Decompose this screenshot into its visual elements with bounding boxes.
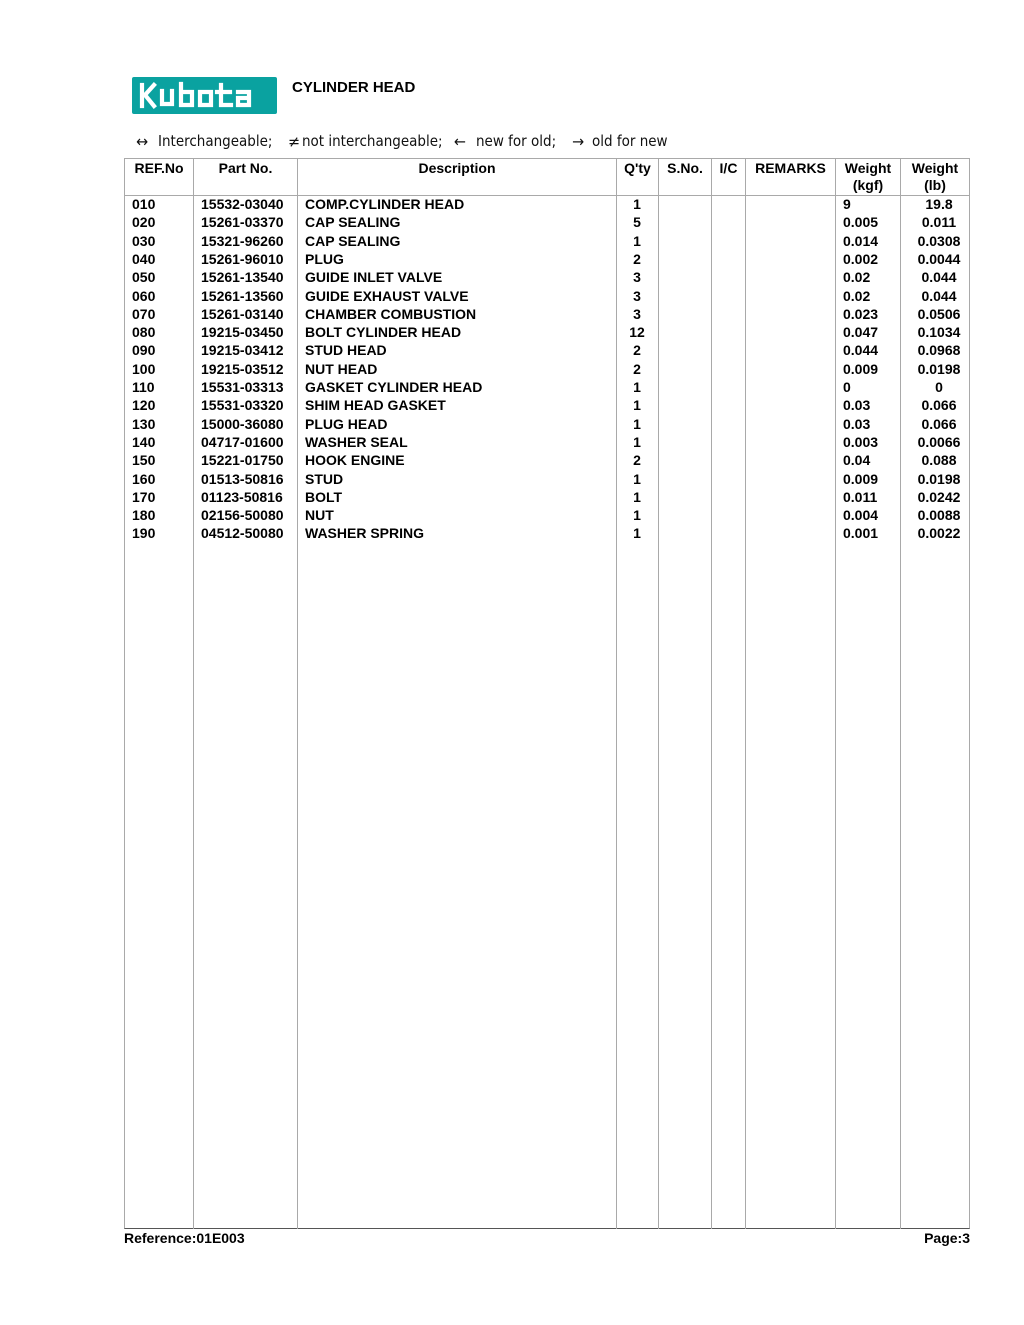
cell-kgf: 0.005 [843,214,879,231]
cell-qty: 2 [633,452,641,469]
cell-qty: 3 [633,287,641,304]
cell-ref: 100 [132,360,156,377]
cell-qty: 1 [633,488,641,505]
cell-qty: 1 [633,232,641,249]
cell-ref: 070 [132,305,156,322]
header-weight-kgf [836,160,900,194]
header-serial-no: S.No. [667,160,703,176]
cell-ref: 120 [132,397,156,414]
cell-lb: 0.0044 [917,250,961,267]
header-ic: I/C [719,160,738,176]
cell-qty: 1 [633,415,641,432]
cell-desc: CAP SEALING [305,214,401,231]
cell-kgf: 0.03 [843,397,871,414]
table-row [0,287,1024,305]
cell-desc: HOOK ENGINE [305,452,405,469]
cell-ref: 090 [132,342,156,359]
page-number: Page:3 [924,1230,970,1246]
cell-ref: 080 [132,324,156,341]
cell-kgf: 0.011 [843,488,878,505]
cell-part: 15531-03313 [201,379,284,395]
cell-lb: 0.1034 [917,324,961,341]
cell-desc: PLUG HEAD [305,415,388,432]
legend-new-for-old: new for old; [476,132,557,150]
cell-kgf: 0.02 [843,269,871,286]
cell-part: 15531-03320 [201,397,284,414]
cell-lb: 0.0198 [917,360,961,377]
double-arrow-icon: ↔ [136,132,149,151]
cell-part: 15261-96010 [201,250,284,267]
cell-part: 19215-03412 [201,342,284,359]
cell-part: 15261-03370 [201,214,284,231]
page-title: CYLINDER HEAD [292,79,416,96]
cell-ref: 040 [132,250,156,267]
cell-lb: 0.0308 [917,232,961,249]
cell-kgf: 0.03 [843,415,871,432]
cell-kgf: 0.004 [843,507,879,524]
header-description: Description [418,160,496,176]
cell-ref: 020 [132,214,156,231]
cell-ref: 110 [132,379,155,395]
cell-lb: 0.0088 [917,507,961,524]
cell-part: 01123-50816 [201,488,283,505]
cell-qty: 1 [633,507,641,524]
cell-lb: 0.044 [921,269,957,286]
cell-desc: COMP.CYLINDER HEAD [305,196,465,212]
table-row [0,213,1024,231]
not-equal-icon: ≠ [288,132,301,151]
cell-qty: 1 [633,379,641,395]
cell-lb: 0.0506 [917,305,961,322]
cell-desc: CHAMBER COMBUSTION [305,305,477,322]
reference-label: Reference:01E003 [124,1230,245,1246]
table-row [0,360,1024,378]
cell-desc: BOLT CYLINDER HEAD [305,324,462,341]
cell-desc: BOLT [305,488,343,505]
table-row [0,488,1024,506]
cell-kgf: 9 [843,196,851,212]
cell-kgf: 0 [843,379,851,395]
cell-qty: 3 [633,269,641,286]
cell-desc: GUIDE INLET VALVE [305,269,443,286]
cell-desc: WASHER SEAL [305,433,408,450]
header-weight-kgf-label: Weight [844,160,892,176]
left-arrow-icon: ← [454,132,467,151]
table-row [0,396,1024,414]
cell-lb: 0.0968 [917,342,961,359]
cell-part: 01513-50816 [201,470,284,487]
cell-kgf: 0.001 [843,525,879,542]
cell-qty: 1 [633,196,641,212]
cell-lb: 0.088 [921,452,957,469]
cell-desc: SHIM HEAD GASKET [305,397,446,414]
header-qty: Q'ty [624,160,651,176]
cell-desc: STUD HEAD [305,342,387,359]
cell-ref: 170 [132,488,156,505]
legend-interchangeable: Interchangeable; [158,132,273,150]
cell-desc: WASHER SPRING [305,525,425,542]
cell-part: 15000-36080 [201,415,284,432]
header-weight-kgf-unit: (kgf) [852,177,884,193]
table-row [0,524,1024,542]
cell-kgf: 0.002 [843,250,879,267]
cell-kgf: 0.003 [843,433,879,450]
cell-ref: 150 [132,452,156,469]
cell-qty: 1 [633,470,641,487]
cell-lb: 0.0022 [917,525,961,542]
cell-ref: 030 [132,232,156,249]
cell-desc: PLUG [305,250,344,267]
cell-kgf: 0.02 [843,287,871,304]
cell-part: 15321-96260 [201,232,284,249]
cell-lb: 0.066 [921,415,957,432]
legend-not-interchangeable: not interchangeable; [302,132,443,150]
cell-part: 15261-13560 [201,287,284,304]
cell-desc: GUIDE EXHAUST VALVE [305,287,469,304]
cell-ref: 130 [132,415,156,432]
table-row [0,433,1024,451]
cell-lb: 0.0242 [917,488,961,505]
cell-qty: 1 [633,397,641,414]
cell-part: 15221-01750 [201,452,284,469]
cell-kgf: 0.009 [843,470,879,487]
cell-desc: CAP SEALING [305,232,401,249]
cell-lb: 0.0066 [917,433,961,450]
table-row [0,378,1024,396]
cell-ref: 060 [132,287,156,304]
cell-qty: 2 [633,342,641,359]
header-weight-lb-unit: (lb) [924,177,946,193]
cell-qty: 1 [633,433,641,450]
cell-lb: 0 [935,379,943,395]
cell-kgf: 0.009 [843,360,879,377]
table-row [0,195,1024,213]
cell-lb: 0.011 [921,214,957,231]
cell-qty: 2 [633,250,641,267]
cell-ref: 190 [132,525,156,542]
kubota-logo-mark [132,77,277,114]
table-row [0,232,1024,250]
table-row [0,415,1024,433]
cell-desc: NUT [305,507,334,524]
cell-part: 04512-50080 [201,525,284,542]
cell-part: 19215-03450 [201,324,284,341]
cell-ref: 160 [132,470,156,487]
cell-desc: STUD [305,470,344,487]
cell-kgf: 0.04 [843,452,871,469]
cell-qty: 1 [633,525,641,542]
cell-lb: 0.0198 [917,470,961,487]
table-row [0,323,1024,341]
cell-qty: 2 [633,360,641,377]
cell-part: 15532-03040 [201,196,284,212]
cell-desc: GASKET CYLINDER HEAD [305,379,483,395]
legend-old-for-new: old for new [592,132,668,150]
cell-desc: NUT HEAD [305,360,378,377]
table-row [0,250,1024,268]
header-part-no: Part No. [218,160,273,176]
cell-qty: 12 [629,324,645,341]
cell-kgf: 0.014 [843,232,879,249]
header-weight-lb [901,160,969,194]
cell-ref: 140 [132,433,156,450]
cell-part: 15261-13540 [201,269,284,286]
right-arrow-icon: → [572,132,585,151]
cell-qty: 5 [633,214,641,231]
header-remarks: REMARKS [755,160,826,176]
cell-part: 04717-01600 [201,433,284,450]
cell-ref: 010 [132,196,156,212]
cell-ref: 180 [132,507,156,524]
cell-lb: 0.066 [921,397,957,414]
header-ref-no: REF.No [134,160,184,176]
table-row [0,506,1024,524]
cell-ref: 050 [132,269,156,286]
cell-kgf: 0.047 [843,324,879,341]
table-row [0,305,1024,323]
cell-lb: 19.8 [925,196,953,212]
cell-part: 19215-03512 [201,360,284,377]
cell-kgf: 0.044 [843,342,879,359]
header-weight-lb-label: Weight [911,160,959,176]
cell-part: 02156-50080 [201,507,284,524]
cell-kgf: 0.023 [843,305,879,322]
cell-lb: 0.044 [921,287,957,304]
table-row [0,470,1024,488]
kubota-logo [132,77,277,114]
table-row [0,341,1024,359]
table-row [0,451,1024,469]
table-row [0,268,1024,286]
cell-qty: 3 [633,305,641,322]
cell-part: 15261-03140 [201,305,284,322]
